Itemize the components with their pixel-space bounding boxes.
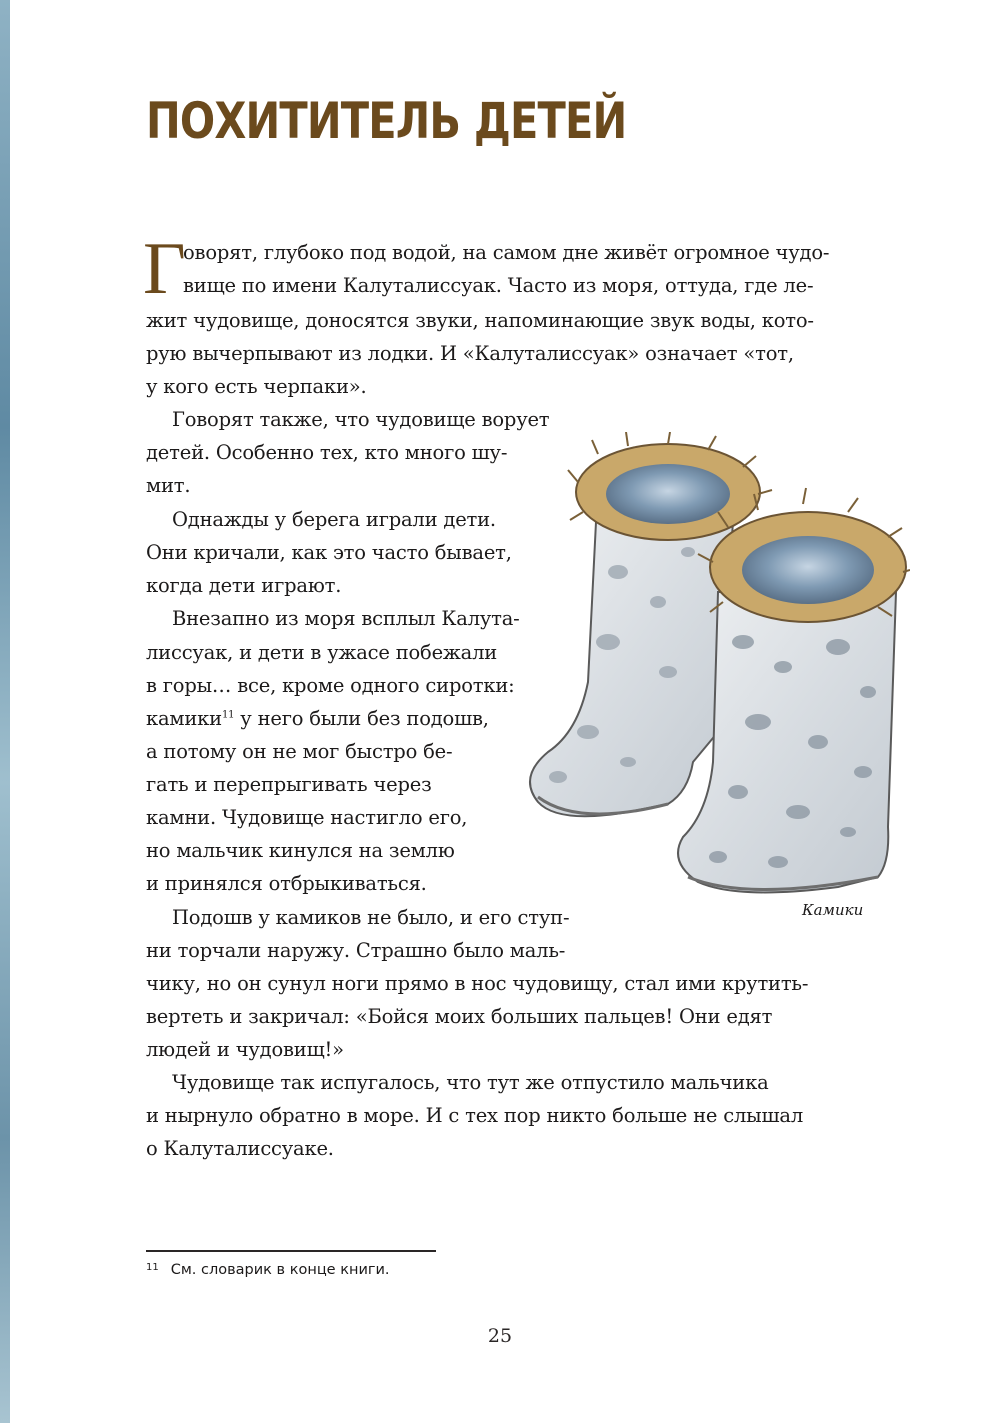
kamiks-illustration [518, 432, 910, 902]
text-line: в горы… все, кроме одного сиротки: [146, 674, 515, 697]
text-line: вертеть и закричал: «Бойся моих больших пальцев! Они едят [146, 1005, 773, 1028]
text-line: детей. Особенно тех, кто много шу- [146, 441, 508, 464]
text-line: Они кричали, как это часто бывает, [146, 541, 512, 564]
text-line: но мальчик кинулся на землю [146, 839, 455, 862]
text-line: ни торчали наружу. Страшно было маль- [146, 939, 566, 962]
text-line: и нырнуло обратно в море. И с тех пор никто больше не слышал [146, 1104, 804, 1127]
text-line: оворят, глубоко под водой, на самом дне живёт огромное чудо- [183, 241, 830, 264]
adjacent-page-edge [0, 0, 10, 1423]
text-line: вище по имени Калуталиссуак. Часто из моря, оттуда, где ле- [183, 274, 814, 297]
text-line: у кого есть черпаки». [146, 375, 367, 398]
text-line: лиссуак, и дети в ужасе побежали [146, 641, 498, 664]
text-line: жит чудовище, доносятся звуки, напоминающие звук воды, кото- [146, 309, 814, 332]
footnote-word: камики [146, 707, 222, 730]
text-line: Чудовище так испугалось, что тут же отпустило мальчика [172, 1071, 769, 1094]
footnote-divider [146, 1250, 436, 1252]
text-line: когда дети играют. [146, 574, 342, 597]
text-line: чику, но он сунул ноги прямо в нос чудовищу, стал ими крутить- [146, 972, 809, 995]
text-line: рую вычерпывают из лодки. И «Калуталиссуак» означает «тот, [146, 342, 794, 365]
page-title: ПОХИТИТЕЛЬ ДЕТЕЙ [146, 92, 627, 150]
text-line: людей и чудовищ!» [146, 1038, 344, 1061]
footnote-mark: 11 [146, 1262, 159, 1273]
illustration-caption: Камики [802, 901, 864, 919]
text-line-rest: у него были без подошв, [240, 707, 489, 730]
text-line: и принялся отбрыкиваться. [146, 872, 427, 895]
text-line: Внезапно из моря всплыл Калута- [172, 607, 520, 630]
text-line: мит. [146, 474, 191, 497]
text-line: камни. Чудовище настигло его, [146, 806, 468, 829]
footnote-ref: 11 [221, 709, 235, 721]
page-number: 25 [487, 1325, 513, 1347]
text-line: о Калуталиссуаке. [146, 1137, 334, 1160]
text-line: а потому он не мог быстро бе- [146, 740, 453, 763]
footnote-text: См. словарик в конце книги. [170, 1262, 390, 1278]
text-line: Говорят также, что чудовище ворует [172, 408, 550, 431]
text-line: гать и перепрыгивать через [146, 773, 432, 796]
text-line [146, 702, 489, 735]
footnote [146, 1262, 390, 1278]
drop-cap: Г [143, 228, 186, 310]
text-line: Подошв у камиков не было, и его ступ- [172, 906, 570, 929]
text-line: Однажды у берега играли дети. [172, 508, 496, 531]
